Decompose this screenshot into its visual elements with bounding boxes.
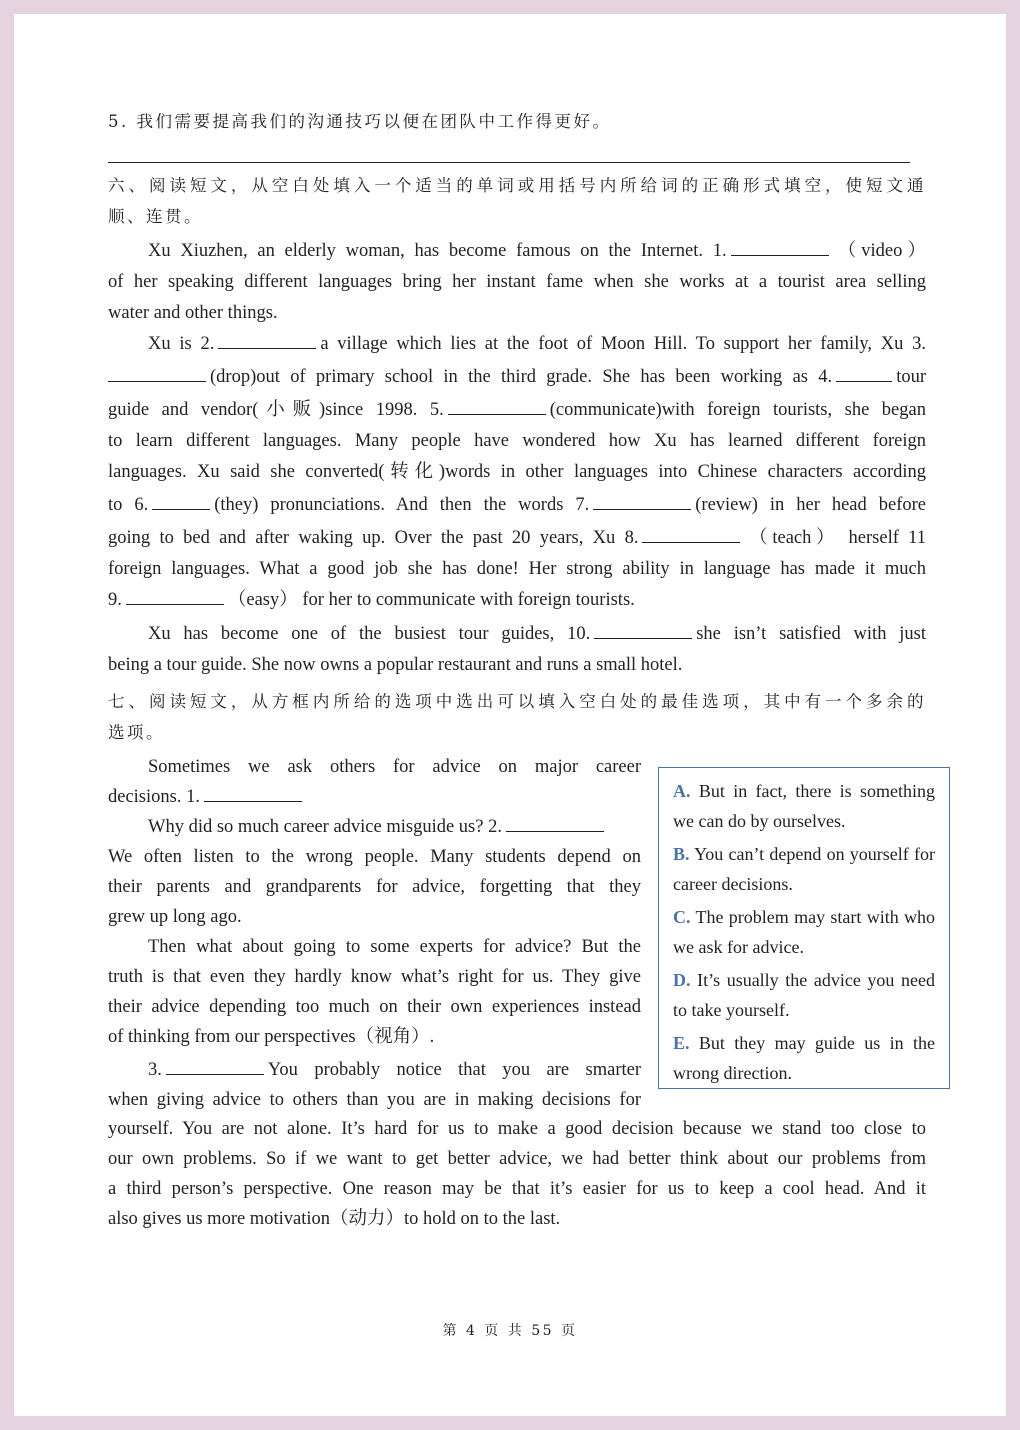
s7-blank-2[interactable]: [506, 816, 604, 832]
s7-q4-line5: a third person’s perspective. One reason may be that it’s easier for us to keep a cool head. And it: [108, 1179, 926, 1199]
s6-p2-line1: Xu is 2. a village which lies at the foot of Moon Hill. To support her family, Xu 3.: [148, 334, 926, 354]
s6-p2-line9: 9. （easy） for her to communicate with foreign tourists.: [108, 590, 635, 610]
s6-p1-line1: Xu Xiuzhen, an elderly woman, has become famous on the Internet. 1. （video）: [148, 241, 926, 261]
s7-q3-line4: of thinking from our perspectives（视角）.: [108, 1027, 435, 1047]
option-c[interactable]: C. The problem may start with who we ask for advice.: [673, 907, 935, 957]
s7-q2-line1: Why did so much career advice misguide us? 2.: [108, 812, 641, 842]
blank-2[interactable]: [218, 333, 316, 349]
option-b[interactable]: B. You can’t depend on yourself for career decisions.: [673, 844, 935, 894]
s7-q2-line3: their parents and grandparents for advice, forgetting that they: [108, 877, 641, 897]
section-7-passage-bottom: [108, 1114, 926, 1234]
options-box: [658, 767, 950, 1089]
exam-page: [14, 14, 1006, 1416]
s7-q4-line1: 3. You probably notice that you are smarter: [148, 1060, 641, 1080]
s7-q4-line2: when giving advice to others than you are in making decisions for: [108, 1090, 641, 1110]
section7-instruction-line1: 七、阅读短文，从方框内所给的选项中选出可以填入空白处的最佳选项，其中有一个多余的: [108, 692, 926, 711]
page-number-footer: 第 4 页 共 55 页: [442, 1323, 578, 1339]
section6-instruction-line2: 顺、连贯。: [108, 207, 203, 226]
blank-3[interactable]: [108, 366, 206, 382]
s7-q3-line1: Then what about going to some experts for advice? But the: [148, 937, 641, 957]
s6-p2-line2: (drop)out of primary school in the third grade. She has been working as 4. tour: [108, 362, 926, 393]
s6-p1-line2: of her speaking different languages bring her instant fame when she works at a tourist area selling: [108, 272, 926, 292]
blank-5[interactable]: [448, 399, 546, 415]
s7-q4-line4: our own problems. So if we want to get better advice, we had better think about our problems from: [108, 1149, 926, 1169]
answer-line[interactable]: [108, 162, 910, 163]
option-d[interactable]: D. It’s usually the advice you need to take yourself.: [673, 970, 935, 1020]
option-a[interactable]: A. But in fact, there is something we can do by ourselves.: [673, 781, 935, 831]
s6-p1-line3: water and other things.: [108, 303, 278, 323]
s7-blank-1[interactable]: [204, 786, 302, 802]
s6-p2-line8: foreign languages. What a good job she has done! Her strong ability in language has made it much: [108, 559, 926, 579]
s6-p2-line5: languages. Xu said she converted(转化)words in other languages into Chinese characters according: [108, 462, 926, 482]
s7-q3-line2: truth is that even they hardly know what’s right for us. They give: [108, 967, 641, 987]
blank-7[interactable]: [593, 494, 691, 510]
s6-p2-line4: to learn different languages. Many people have wondered how Xu has learned different foreign: [108, 431, 926, 451]
s7-q2-line4: grew up long ago.: [108, 907, 242, 927]
section-7-instruction: [108, 686, 926, 748]
translation-item-5: 5. 我们需要提高我们的沟通技巧以便在团队中工作得更好。: [108, 112, 612, 131]
section-7-passage-top: [108, 752, 641, 1115]
section6-instruction-line1: 六、阅读短文，从空白处填入一个适当的单词或用括号内所给词的正确形式填空，使短文通: [108, 176, 926, 195]
section-6: [108, 170, 926, 681]
s6-p3-line2: being a tour guide. She now owns a popular restaurant and runs a small hotel.: [108, 655, 683, 675]
s7-blank-3[interactable]: [166, 1059, 264, 1075]
blank-9[interactable]: [126, 589, 224, 605]
blank-4[interactable]: [836, 366, 892, 382]
blank-8[interactable]: [642, 527, 740, 543]
blank-1[interactable]: [731, 240, 829, 256]
blank-6[interactable]: [152, 494, 210, 510]
s7-q3-line3: their advice depending too much on their own experiences instead: [108, 997, 641, 1017]
s7-q1-line1: Sometimes we ask others for advice on major career: [148, 757, 641, 777]
s7-q2-line2: We often listen to the wrong people. Many students depend on: [108, 847, 641, 867]
s7-q4-line6: also gives us more motivation（动力）to hold on to the last.: [108, 1209, 561, 1229]
s6-p2-line3: guide and vendor(小贩)since 1998. 5. (communicate)with foreign tourists, she began: [108, 400, 926, 420]
s6-p2-line6: to 6. (they) pronunciations. And then the words 7. (review) in her head before: [108, 495, 926, 515]
s6-p2-line7: going to bed and after waking up. Over the past 20 years, Xu 8. （teach） herself 11: [108, 528, 926, 548]
blank-10[interactable]: [594, 623, 692, 639]
section7-instruction-line2: 选项。: [108, 723, 165, 742]
s7-q4-line3: yourself. You are not alone. It’s hard for us to make a good decision because we stand too close to: [108, 1119, 926, 1139]
s7-q1-line2: decisions. 1.: [108, 782, 641, 812]
option-e[interactable]: E. But they may guide us in the wrong direction.: [673, 1033, 935, 1083]
s6-p3-line1: Xu has become one of the busiest tour guides, 10. she isn’t satisfied with just: [148, 624, 926, 644]
